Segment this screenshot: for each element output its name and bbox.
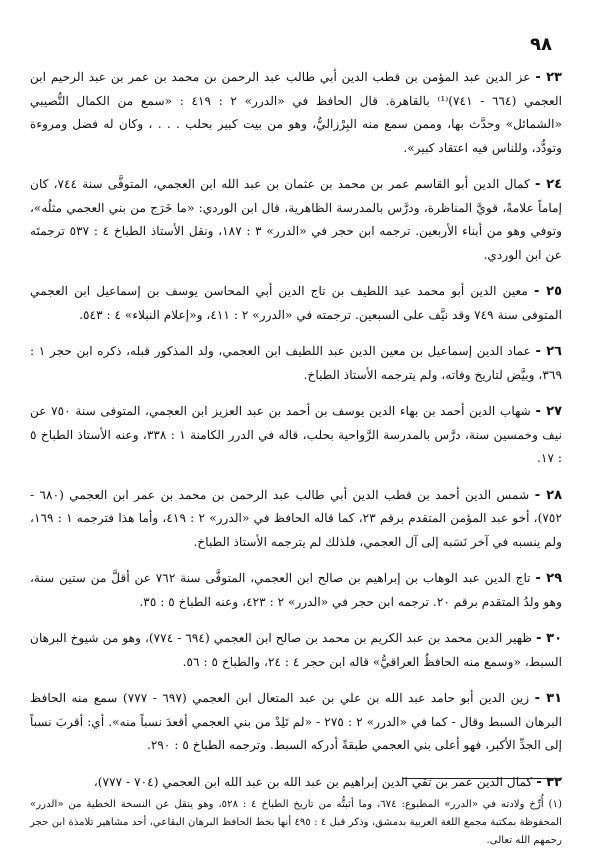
entry-text: زين الدين أبو حامد عبد الله بن علي بن عبد المتعال ابن العجمي (٦٩٧ - ٧٧٧) سمع منه الحافظ البرهان السبط وقال - كما في «الدرر» ٢ : ٢٧٥ - «لم تَلِدْ من بني العجمي أقعدَ نسباً منه». أي: أقربَ نسباً إلى الجدِّ الأكبر، فهو أعلى بني العجمي طبقةً أدركه السبط. وترجمه الطباخ ٥ : ٢٩٠. bbox=[30, 691, 563, 752]
footnote: (١) أُرِّخ ولادته في «الدرر» المطبوع: ٦٧٤، وما أثبتُّه من تاريخ الطباخ ٤ : ٥٢٨، وهو ينقل عن النسخة الخطية من «الدرر» المحفوظة بمكتبة مجمع اللغة العربية بدمشق، وذكر قبل ٤ : ٤٩٥ أنها بخط الحافظ البرهان البقاعي، أحد مشاهير تلامذة ابن حجر رحمهم الله تعالى. bbox=[30, 799, 562, 847]
entry-25 bbox=[30, 280, 562, 327]
entry-number: ٢٥ - bbox=[534, 284, 563, 299]
entry-text: عز الدين عبد المؤمن بن قطب الدين أبي طالب عبد الرحمن بن محمد بن عمر بن عبد الرحيم ابن العجمي (٦٦٤ - ٧٤١)⁽¹⁾ بالقاهرة. قال الحافظ في «الدرر» ٢ : ٤١٩ : «سمع من الكمال النُّصيبي «الشمائل» وحدَّث بها، وممن سمع منه البِرْزاليُّ، وهو من بيت كبير بحلب . . . ، وكان له فضل ومروءة وتودُّد، وللناس فيه اعتقاد كبير». bbox=[30, 70, 563, 155]
entry-number: ٢٤ - bbox=[534, 177, 563, 192]
entry-number: ٢٩ - bbox=[535, 571, 563, 586]
entry-29 bbox=[30, 567, 562, 614]
entry-text: شهاب الدين أحمد بن بهاء الدين يوسف بن أحمد بن عبد العزيز ابن العجمي، المتوفى سنة ٧٥٠ عن نيف وخمسين سنة، درَّس بالمدرسة الرَّواحية بحلب، قاله في الدرر الكامنة ١ : ٣٣٨، وعنه الأستاذ الطباخ ٥ : ١٧. bbox=[30, 404, 562, 465]
entry-27 bbox=[30, 400, 562, 471]
entry-text: كمال الدين عمر بن تقي الدين إبراهيم بن عبد الله بن عبد الله ابن العجمي (٧٠٤ - ٧٧٧)، bbox=[93, 774, 533, 789]
entry-number: ٢٨ - bbox=[534, 487, 563, 503]
entry-23 bbox=[30, 66, 562, 160]
entry-text: تاج الدين عبد الوهاب بن إبراهيم بن صالح ابن العجمي، المتوفَّى سنة ٧٦٢ عن أقلَّ من ستين سنة، وهو ولدُ المتقدم برقم ٢٠. ترجمه ابن حجر في «الدرر» ٢ : ٤٢٣، وعنه الطباخ ٥ : ٣٥. bbox=[30, 571, 562, 609]
page-number: ٩٨ bbox=[530, 34, 552, 55]
entry-30 bbox=[30, 627, 562, 674]
entry-number: ٣١ - bbox=[534, 691, 563, 706]
entry-number: ٣٢ - bbox=[536, 774, 562, 790]
footnote-divider bbox=[402, 778, 562, 779]
entry-number: ٢٦ - bbox=[535, 344, 562, 359]
entry-28 bbox=[30, 484, 562, 555]
entry-number: ٣٠ - bbox=[536, 631, 563, 646]
entry-number: ٢٧ - bbox=[535, 404, 563, 419]
entry-24 bbox=[30, 173, 562, 267]
entry-26 bbox=[30, 340, 562, 387]
entry-number: ٢٣ - bbox=[535, 70, 562, 85]
entry-text: عماد الدين إسماعيل بن معين الدين عبد اللطيف ابن العجمي، ولد المذكور قبله، ذكره ابن حجر ١ : ٣٦٩، وبيَّض لتاريخ وفاته، ولم يترجمه الأستاذ الطباخ. bbox=[30, 344, 562, 382]
entry-text: شمس الدين أحمد بن قطب الدين أبي طالب عبد الرحمن بن محمد بن عمر ابن العجمي (٦٨٠ - ٧٥٢)، أخو عبد المؤمن المتقدم برقم ٢٣، كما قاله الحافظ في «الدرر» ٢ : ٤١٩، وأما هذا فترجمه ١ : ١٦٩، ولم ينسبه في آخر نَسَبه إلى آل العجمي، فلذلك لم يترجمه الأستاذ الطباخ. bbox=[30, 487, 563, 549]
entry-31 bbox=[30, 687, 562, 758]
entries-list bbox=[30, 66, 562, 794]
entry-32 bbox=[30, 771, 562, 795]
entry-text: كمال الدين أبو القاسم عمر بن محمد بن عثمان بن عبد الله ابن العجمي، المتوفَّى سنة ٧٤٤، كان إماماً علامةً، قويَّ المناظرة، ودرَّس بالمدرسة الظاهرية، قال ابن الوردي: «ما خَرَج من بني العجمي مثلُه»، وتوفي وهو من أبناء الأربعين. ترجمه ابن حجر في «الدرر» ٣ : ١٨٧، ونقل الأستاذ الطباخ ٤ : ٥٣٧ ترجمتَه عن ابن الوردي. bbox=[30, 177, 563, 262]
entry-text: ظهير الدين محمد بن عبد الكريم بن محمد بن صالح ابن العجمي (٦٩٤ - ٧٧٤)، وهو من شيوخ البرهان السبط، «وسمع منه الحافظُ العراقيُّ» قاله ابن حجر ٤ : ٢٤، والطباخ ٥ : ٥٦. bbox=[30, 631, 562, 669]
entry-text: معين الدين أبو محمد عبد اللطيف بن تاج الدين أبي المحاسن يوسف بن إسماعيل ابن العجمي المتوفى سنة ٧٤٩ وقد نيَّف على السبعين. ترجمته في «الدرر» ٢ : ٤١١، و«إعلام النبلاء» ٤ : ٥٤٣. bbox=[30, 284, 562, 322]
